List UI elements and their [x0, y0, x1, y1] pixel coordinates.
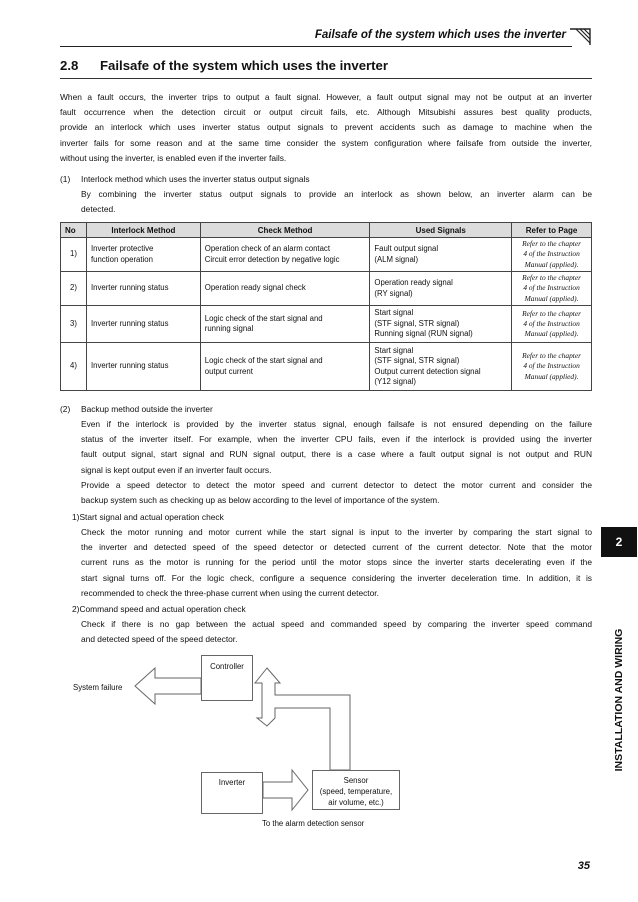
- ref-line: 4 of the Instruction: [523, 249, 580, 259]
- header-used-signals: Used Signals: [370, 223, 512, 238]
- row-check: [200, 343, 370, 391]
- signal-line: (STF signal, STR signal): [374, 318, 460, 328]
- chapter-label: INSTALLATION AND WIRING: [613, 628, 625, 772]
- table-row: [61, 238, 592, 272]
- signal-line: (STF signal, STR signal): [374, 356, 460, 365]
- header-refer-to-page: Refer to Page: [512, 223, 592, 238]
- signal-line: (ALM signal): [374, 254, 419, 264]
- check-line: Operation check of an alarm contact: [204, 244, 330, 253]
- item1-line: By combining the inverter status output signals to provide an interlock as shown below, an inverter alarm can be: [81, 189, 592, 199]
- row-method: [86, 238, 200, 272]
- check-line: Logic check of the start signal and: [204, 313, 323, 323]
- item2-line: Even if the interlock is provided by the inverter status signal, enough failsafe is not ensured depending on the failure: [81, 419, 592, 429]
- item2-line: backup system such as checking up as below according to the level of importance of the system.: [81, 495, 440, 506]
- signal-line: (RY signal): [374, 288, 413, 298]
- inverter-label: Inverter: [218, 778, 246, 787]
- sub2-line: and detected speed of the speed detector.: [81, 634, 238, 645]
- intro-line: fault occurrence when the detection circuit or output circuit fails, etc. Although Mitsubishi assures best quality products,: [60, 107, 592, 118]
- sensor-detail: air volume, etc.): [328, 798, 384, 807]
- row-method: [86, 343, 200, 391]
- section-title: Failsafe of the system which uses the inverter: [100, 58, 389, 73]
- sub2-title: 2)Command speed and actual operation check: [72, 604, 246, 614]
- ref-line: Manual (applied).: [524, 293, 579, 303]
- signal-line: Operation ready signal: [374, 278, 453, 287]
- item1-marker: (1): [60, 174, 71, 184]
- section-number: 2.8: [60, 58, 79, 73]
- ref-line: 4 of the Instruction: [523, 361, 580, 371]
- check-line: Logic check of the start signal and: [204, 356, 323, 365]
- section-heading: [60, 58, 592, 73]
- item1-title: Interlock method which uses the inverter status output signals: [81, 174, 310, 184]
- header-no: No: [61, 223, 87, 238]
- row-ref: [512, 238, 592, 272]
- sub2-line: Check if there is no gap between the actual speed and commanded speed by comparing the inverter speed command: [81, 619, 592, 629]
- ref-line: Refer to the chapter: [522, 351, 581, 361]
- row-signals: [370, 306, 512, 343]
- corner-stripes-icon: [570, 27, 592, 47]
- intro-line: without using the inverter, is enabled even if the inverter fails.: [60, 152, 287, 163]
- sensor-box: [312, 770, 400, 810]
- check-line: running signal: [204, 324, 254, 333]
- sub1-title: 1)Start signal and actual operation check: [72, 512, 224, 522]
- signal-line: Start signal: [374, 345, 414, 355]
- method-line: function operation: [90, 254, 153, 264]
- sub1-line: recommended to check the three-phase current when using the current detector.: [81, 587, 379, 598]
- sub1-line: Check the motor running and motor current while the start signal is input to the inverter by comparing the start signal to: [81, 527, 592, 537]
- header-check-method: Check Method: [200, 223, 370, 238]
- intro-paragraph: [60, 90, 592, 166]
- row-ref: [512, 343, 592, 391]
- item2-marker: (2): [60, 404, 71, 414]
- row-no: 1): [61, 238, 87, 272]
- item2-line: Provide a speed detector to detect the motor speed and current detector to detect the motor current and consider the: [81, 479, 592, 490]
- row-signals: [370, 272, 512, 306]
- signal-line: Fault output signal: [374, 244, 439, 253]
- system-failure-label: System failure: [73, 683, 123, 692]
- running-head-title: Failsafe of the system which uses the inverter: [314, 29, 566, 41]
- method-line: Inverter running status: [90, 318, 169, 328]
- ref-line: Manual (applied).: [524, 329, 579, 339]
- intro-line: When a fault occurs, the inverter trips to output a fault signal. However, a fault output signal may not be output at an inverter: [60, 92, 592, 102]
- ref-line: 4 of the Instruction: [523, 283, 580, 293]
- ref-line: Refer to the chapter: [522, 308, 581, 318]
- ref-line: Refer to the chapter: [522, 239, 581, 249]
- item2-line: fault output signal, start signal and RUN signal output, there is a case where a fault output signal is not output and RUN: [81, 449, 592, 460]
- section-rule: [60, 78, 592, 79]
- item2-line: status of the inverter itself. For example, when the inverter CPU fails, even if the interlock is provided using the inverter: [81, 434, 592, 445]
- check-line: output current: [204, 366, 253, 376]
- header-interlock-method: Interlock Method: [86, 223, 200, 238]
- row-check: [200, 238, 370, 272]
- sub2-text: [81, 617, 592, 647]
- signal-line: Output current detection signal: [374, 366, 481, 376]
- method-line: Inverter protective: [90, 244, 154, 253]
- running-head: [60, 25, 592, 47]
- ref-line: Manual (applied).: [524, 259, 579, 269]
- page-number: 35: [577, 860, 590, 872]
- sub1-line: current runs as the motor is running for the period until the motor stops since the inverter starts decelerating even if the: [81, 557, 592, 568]
- row-no: 3): [61, 306, 87, 343]
- table-header-row: [61, 223, 592, 238]
- row-no: 4): [61, 343, 87, 391]
- inverter-box: [201, 772, 263, 814]
- sub1-text: [81, 525, 592, 601]
- ref-line: Manual (applied).: [524, 371, 579, 381]
- row-method: [86, 306, 200, 343]
- sub1-line: the inverter and detected speed of the speed detector or detected current of the current detector. Note that the motor: [81, 542, 592, 553]
- controller-label: Controller: [210, 662, 244, 671]
- signal-line: Running signal (RUN signal): [374, 329, 473, 339]
- row-signals: [370, 343, 512, 391]
- method-line: Inverter running status: [90, 283, 169, 293]
- row-check: [200, 272, 370, 306]
- table-row: [61, 272, 592, 306]
- row-no: 2): [61, 272, 87, 306]
- sensor-detail: (speed, temperature,: [319, 787, 393, 796]
- ref-line: Refer to the chapter: [522, 273, 581, 283]
- item1-line: detected.: [81, 204, 116, 215]
- feedback-arrow: [255, 668, 350, 770]
- item1-text: [81, 187, 592, 217]
- item2-line: signal is kept output even if an inverter fault occurs.: [81, 464, 272, 475]
- table-row: [61, 343, 592, 391]
- sub1-line: start signal turns off. For the logic check, configure a sequence considering the inverter deceleration time. In addition, it is: [81, 572, 592, 583]
- row-signals: [370, 238, 512, 272]
- signal-line: Start signal: [374, 308, 414, 318]
- diagram-caption: To the alarm detection sensor: [262, 819, 365, 828]
- check-line: Operation ready signal check: [204, 283, 306, 293]
- row-check: [200, 306, 370, 343]
- method-line: Inverter running status: [90, 361, 169, 371]
- sensor-label: Sensor: [343, 776, 369, 785]
- running-head-rule: [60, 46, 572, 47]
- item2-title: Backup method outside the inverter: [81, 404, 213, 414]
- row-ref: [512, 272, 592, 306]
- intro-line: provide an interlock which uses inverter status output signals to prevent accidents such as damage to machine when the: [60, 122, 592, 133]
- item2-text: [81, 417, 592, 508]
- interlock-table: [60, 222, 592, 391]
- ref-line: 4 of the Instruction: [523, 318, 580, 328]
- table-row: [61, 306, 592, 343]
- system-failure-arrow: [135, 668, 201, 704]
- failsafe-diagram: [60, 650, 440, 830]
- inverter-to-sensor-arrow: [263, 770, 308, 810]
- signal-line: (Y12 signal): [374, 377, 416, 386]
- row-method: [86, 272, 200, 306]
- intro-line: inverter fails for some reason and at the same time consider the system configuration where failsafe from outside the inverter,: [60, 137, 592, 148]
- row-ref: [512, 306, 592, 343]
- chapter-tab: 2: [601, 527, 637, 557]
- check-line: Circuit error detection by negative logic: [204, 254, 340, 264]
